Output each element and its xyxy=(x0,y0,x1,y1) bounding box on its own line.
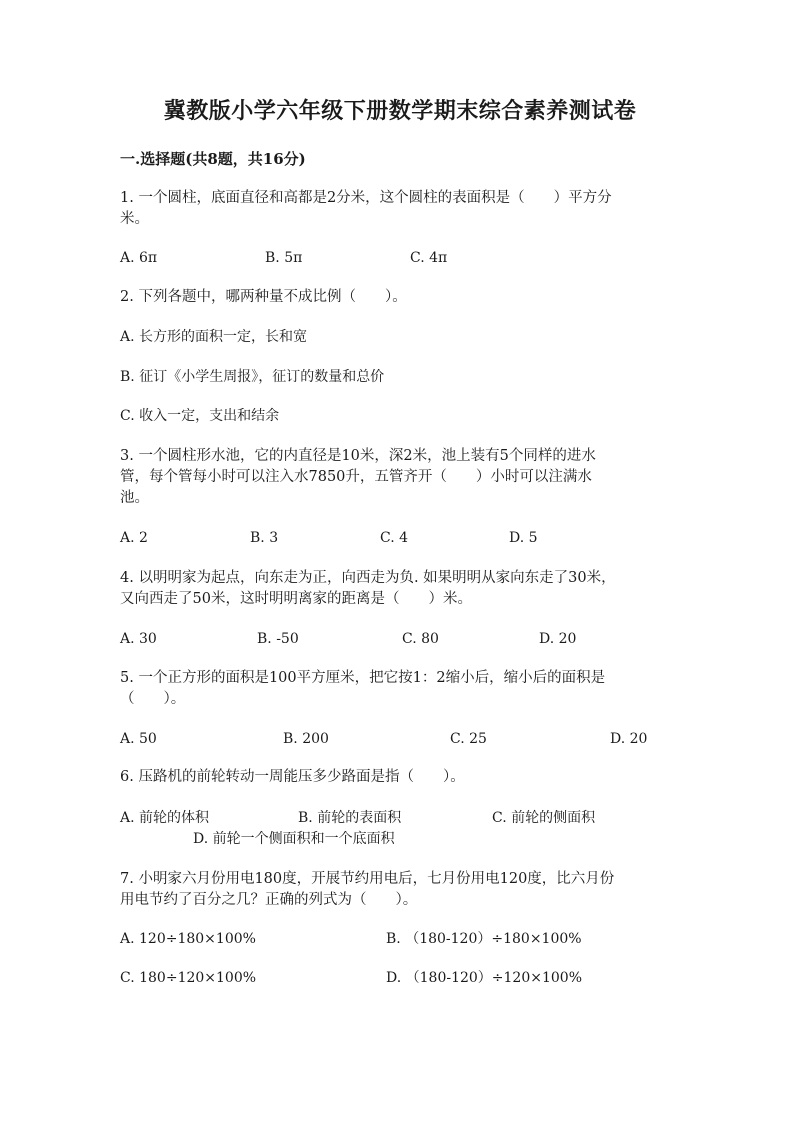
question-4-option-c: C. 80 xyxy=(402,631,439,647)
question-7-option-b: B. （180-120）÷180×100% xyxy=(386,931,582,947)
question-3-option-c: C. 4 xyxy=(380,530,409,546)
question-4-option-a: A. 30 xyxy=(120,631,157,647)
question-6-option-c: C. 前轮的侧面积 xyxy=(492,810,596,826)
question-1-option-a: A. 6π xyxy=(120,250,158,266)
question-4-text xyxy=(120,568,682,610)
question-5-option-c: C. 25 xyxy=(450,731,487,747)
question-7-text xyxy=(120,869,682,911)
question-3-option-d: D. 5 xyxy=(509,530,538,546)
question-4-line: 4. 以明明家为起点，向东走为正，向西走为负. 如果明明从家向东走了30米， xyxy=(120,570,616,586)
question-4-line: 又向西走了50米，这时明明离家的距离是（ ）米。 xyxy=(120,591,472,607)
question-1-option-c: C. 4π xyxy=(410,250,448,266)
question-3-option-b: B. 3 xyxy=(250,530,279,546)
question-6-text xyxy=(120,767,682,788)
question-3-line: 3. 一个圆柱形水池，它的内直径是10米，深2米，池上装有5个同样的进水 xyxy=(120,448,596,464)
question-1-option-b: B. 5π xyxy=(265,250,303,266)
question-7-line: 7. 小明家六月份用电180度，开展节约用电后，七月份用电120度，比六月份 xyxy=(120,871,615,887)
question-7-option-d: D. （180-120）÷120×100% xyxy=(386,970,583,986)
question-4-option-d: D. 20 xyxy=(539,631,577,647)
question-5-option-b: B. 200 xyxy=(283,731,329,747)
question-2-option-b: B. 征订《小学生周报》，征订的数量和总价 xyxy=(120,369,385,385)
question-5-line: 5. 一个正方形的面积是100平方厘米，把它按1：2缩小后，缩小后的面积是 xyxy=(120,670,606,686)
question-5-text xyxy=(120,668,682,710)
question-6-option-b: B. 前轮的表面积 xyxy=(298,810,402,826)
question-2-text xyxy=(120,287,682,308)
question-3-line: 管，每个管每小时可以注入水7850升，五管齐开（ ）小时可以注满水 xyxy=(120,469,592,485)
question-5-line: （ ）。 xyxy=(120,691,186,707)
question-6-line: 6. 压路机的前轮转动一周能压多少路面是指（ ）。 xyxy=(120,769,465,785)
question-3-text xyxy=(120,446,682,509)
question-3-option-a: A. 2 xyxy=(120,530,148,546)
question-1-line: 米。 xyxy=(120,211,149,227)
exam-title: 冀教版小学六年级下册数学期末综合素养测试卷 xyxy=(163,98,637,124)
question-2-line: 2. 下列各题中，哪两种量不成比例（ ）。 xyxy=(120,289,407,305)
question-7-option-c: C. 180÷120×100% xyxy=(120,970,257,986)
question-6-option-d: D. 前轮一个侧面积和一个底面积 xyxy=(193,831,395,847)
question-2-option-c: C. 收入一定，支出和结余 xyxy=(120,408,280,424)
question-5-option-a: A. 50 xyxy=(120,731,157,747)
question-4-option-b: B. -50 xyxy=(257,631,299,647)
question-3-line: 池。 xyxy=(120,490,149,506)
question-1-text xyxy=(120,188,682,230)
question-7-line: 用电节约了百分之几？正确的列式为（ ）。 xyxy=(120,892,418,908)
section-heading: 一.选择题(共8题，共16分) xyxy=(120,150,306,168)
question-1-line: 1. 一个圆柱，底面直径和高都是2分米，这个圆柱的表面积是（ ）平方分 xyxy=(120,190,612,206)
question-5-option-d: D. 20 xyxy=(610,731,648,747)
question-6-option-a: A. 前轮的体积 xyxy=(120,810,210,826)
question-2-option-a: A. 长方形的面积一定，长和宽 xyxy=(120,329,308,345)
question-7-option-a: A. 120÷180×100% xyxy=(120,931,256,947)
